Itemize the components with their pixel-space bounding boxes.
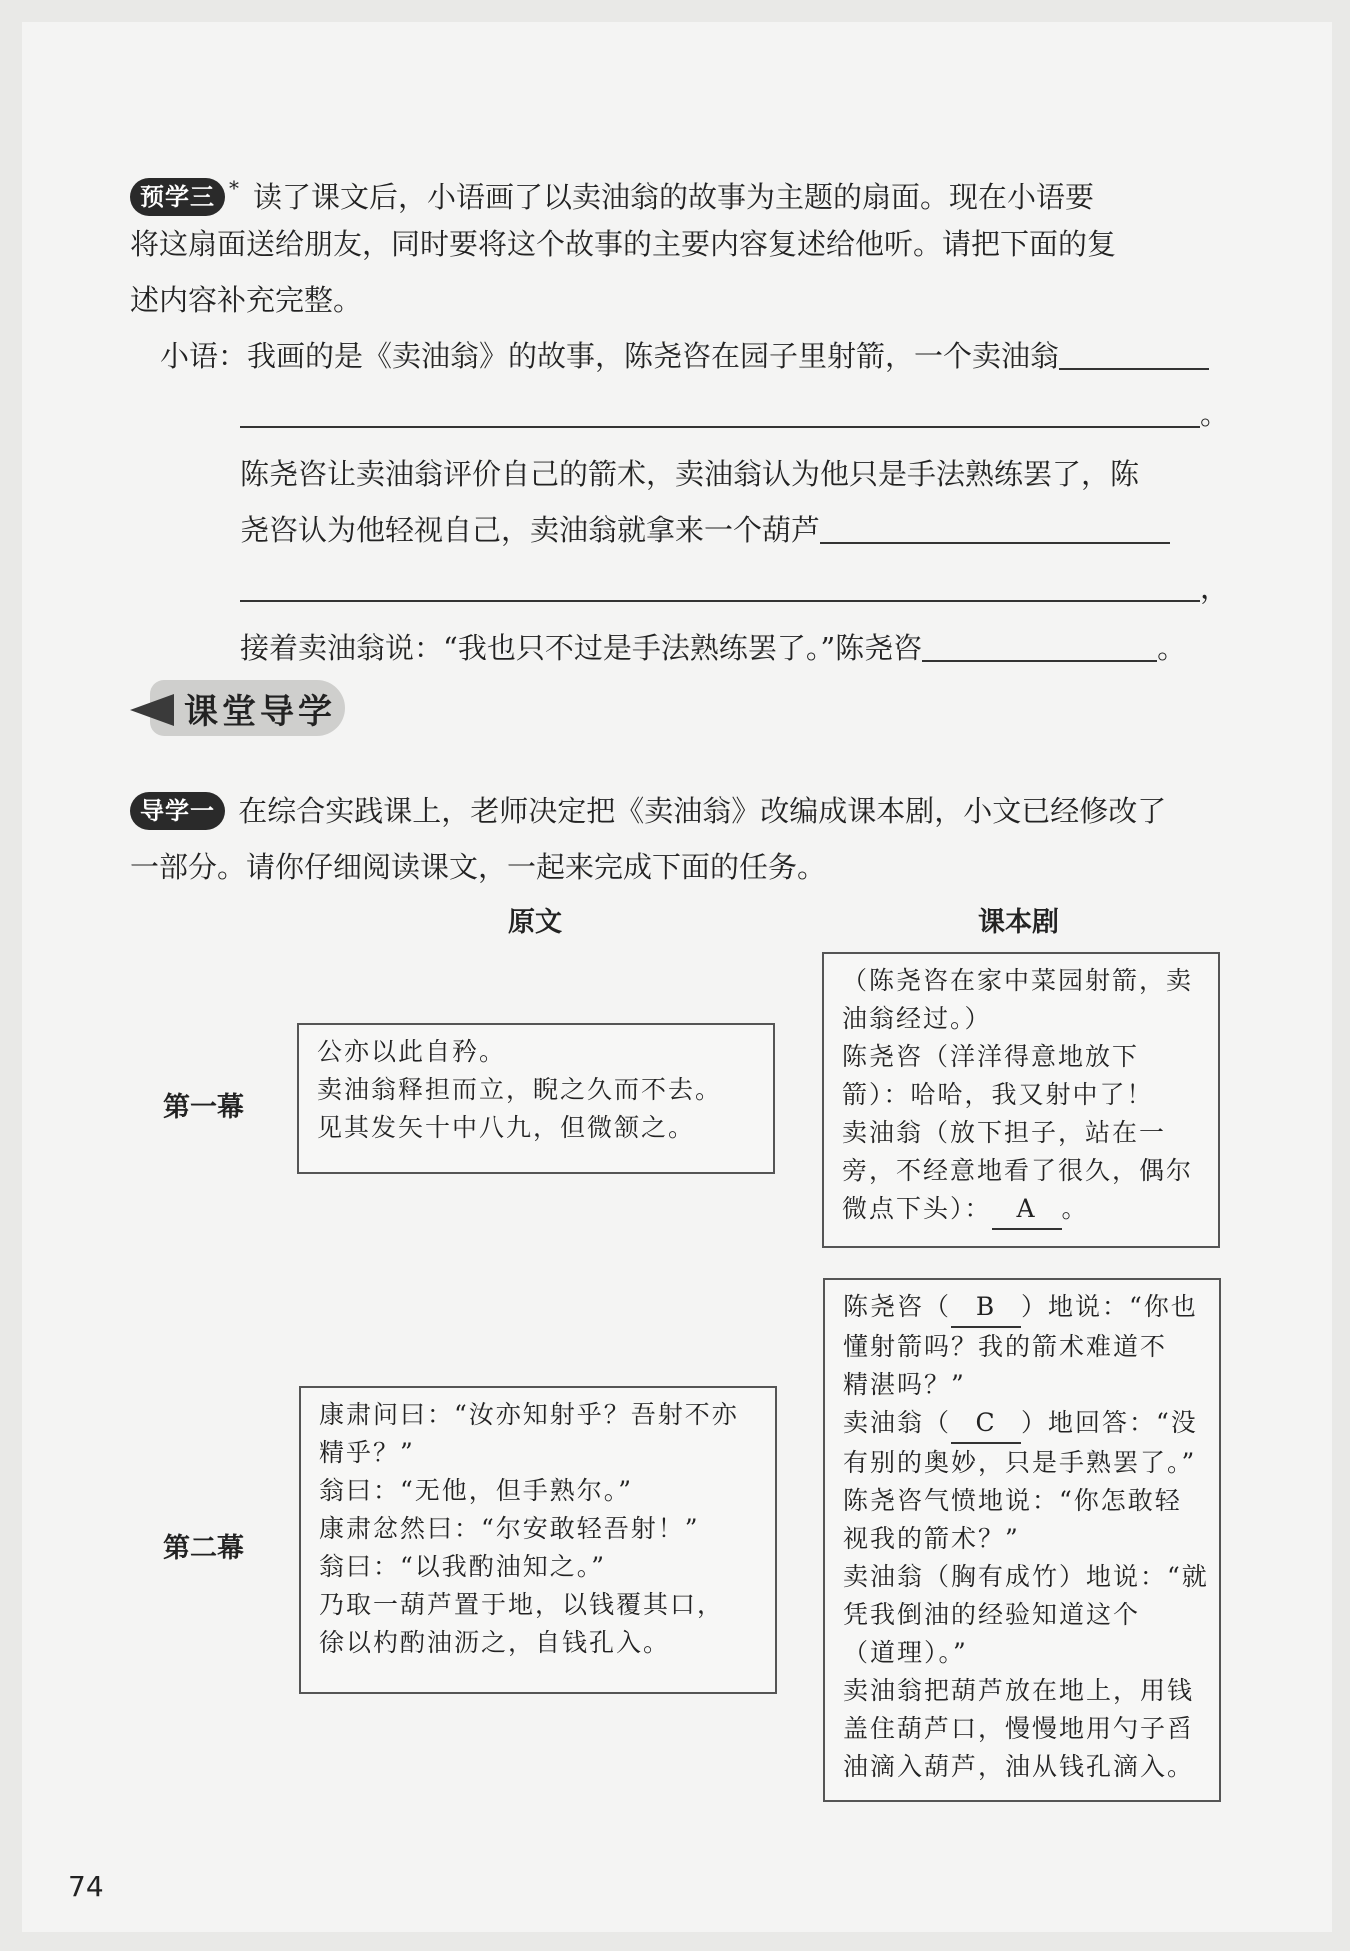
preview3-text-1: 读了课文后，小语画了以卖油翁的故事为主题的扇面。现在小语要: [253, 180, 1095, 214]
act2-original-line: 康肃忿然曰：“尔安敢轻吾射！”: [319, 1514, 700, 1543]
pen-icon: [130, 694, 174, 726]
act2-script-prefix-b: 陈尧咨（: [843, 1292, 952, 1321]
act2-script-prefix-c: 卖油翁（: [843, 1408, 952, 1437]
guide1-text-1: 在综合实践课上，老师决定把《卖油翁》改编成课本剧，小文已经修改了: [238, 794, 1167, 828]
blank-4[interactable]: [240, 570, 1200, 602]
retell-end-2: 。: [1200, 397, 1230, 431]
act2-original-line: 康肃问曰：“汝亦知射乎？吾射不亦: [319, 1400, 739, 1429]
act1-script-line: 油翁经过。）: [842, 1004, 992, 1033]
act2-script-suffix-b: ）地说：“你也: [1021, 1292, 1198, 1321]
guide1-badge: 导学一: [130, 792, 225, 830]
column-original-header: 原文: [508, 907, 562, 938]
preview3-line-1: [130, 160, 1222, 216]
preview3-line-3: 述内容补充完整。: [130, 283, 363, 317]
act2-script-line: 懂射箭吗？我的箭术难道不: [843, 1332, 1168, 1361]
act2-original-line: 翁曰：“以我酌油知之。”: [319, 1552, 607, 1581]
retell-end-6: 。: [1157, 631, 1187, 665]
preview3-block: [130, 160, 1230, 676]
retell-line-2: [130, 386, 1230, 442]
act2-script-line: 油滴入葫芦，油从钱孔滴入。: [843, 1752, 1195, 1781]
act2-original-line: 精乎？”: [319, 1438, 415, 1467]
preview3-line-2: 将这扇面送给朋友，同时要将这个故事的主要内容复述给他听。请把下面的复: [130, 227, 1117, 261]
retell-text-1: 小语：我画的是《卖油翁》的故事，陈尧咨在园子里射箭，一个卖油翁: [160, 339, 1060, 373]
blank-3[interactable]: [820, 512, 1170, 544]
preview3-badge: 预学三: [130, 178, 225, 216]
retell-line-6: [130, 620, 1222, 676]
act2-label: 第二幕: [163, 1533, 244, 1564]
act2-script-line: 有别的奥妙，只是手熟罢了。”: [843, 1448, 1197, 1477]
retell-text-4: 尧咨认为他轻视自己，卖油翁就拿来一个葫芦: [240, 513, 821, 547]
act2-script-line: 盖住葫芦口，慢慢地用勺子舀: [843, 1714, 1195, 1743]
act1-label: 第一幕: [163, 1092, 244, 1123]
retell-text-3: 陈尧咨让卖油翁评价自己的箭术，卖油翁认为他只是手法熟练罢了，陈: [240, 457, 1140, 491]
act1-original-line: 卖油翁释担而立，睨之久而不去。: [317, 1075, 723, 1104]
retell-end-5: ，: [1200, 571, 1230, 605]
retell-line-4: [130, 502, 1222, 558]
act1-script-line: （陈尧咨在家中菜园射箭，卖: [842, 966, 1194, 995]
act1-original-line: 公亦以此自矜。: [317, 1037, 507, 1066]
act2-original-line: 翁曰：“无他，但手熟尔。”: [319, 1476, 634, 1505]
act1-script-line: 箭）：哈哈，我又射中了！: [842, 1080, 1154, 1109]
blank-2[interactable]: [240, 396, 1200, 428]
act1-script-line: 陈尧咨（洋洋得意地放下: [842, 1042, 1140, 1071]
act2-script-line: 精湛吗？”: [843, 1370, 966, 1399]
act2-script-suffix-c: ）地回答：“没: [1021, 1408, 1198, 1437]
act2-original-box: [299, 1386, 777, 1694]
page-number: 74: [68, 1870, 104, 1903]
act2-script-line: 视我的箭术？”: [843, 1524, 1020, 1553]
star-mark: *: [229, 176, 239, 200]
act2-script-line: 凭我倒油的经验知道这个: [843, 1600, 1141, 1629]
act1-script-line: [842, 1190, 1200, 1230]
act1-script-prefix: 微点下头）：: [842, 1194, 992, 1223]
act2-script-line: [843, 1288, 1201, 1328]
retell-line-1: [130, 328, 1222, 384]
act2-script-line: 陈尧咨气愤地说：“你怎敢轻: [843, 1486, 1182, 1515]
act1-script-line: 旁，不经意地看了很久，偶尔: [842, 1156, 1194, 1185]
act1-script-suffix: 。: [1061, 1194, 1089, 1223]
act1-script-line: 卖油翁（放下担子，站在一: [842, 1118, 1167, 1147]
retell-line-5: [130, 560, 1230, 616]
answer-a-blank[interactable]: A: [992, 1190, 1062, 1230]
guide1-block: [130, 783, 1222, 895]
retell-text-6: 接着卖油翁说：“我也只不过是手法熟练罢了。”陈尧咨: [240, 631, 923, 665]
act2-script-line: 卖油翁把葫芦放在地上，用钱: [843, 1676, 1195, 1705]
act2-script-line: （道理）。”: [843, 1638, 968, 1667]
section-heading: [130, 680, 350, 738]
act2-script-line: 卖油翁（胸有成竹）地说：“就: [843, 1562, 1209, 1591]
act2-script-line: [843, 1404, 1201, 1444]
guide1-line-1: [130, 783, 1222, 839]
act2-script-box: [823, 1278, 1221, 1802]
answer-b-blank[interactable]: B: [951, 1288, 1021, 1328]
blank-5[interactable]: [922, 630, 1157, 662]
column-script-header: 课本剧: [978, 907, 1059, 938]
act1-original-line: 见其发矢十中八九，但微颔之。: [317, 1113, 696, 1142]
blank-1[interactable]: [1059, 338, 1209, 370]
act2-original-line: 乃取一葫芦置于地，以钱覆其口，: [319, 1590, 725, 1619]
act1-script-box: [822, 952, 1220, 1248]
answer-c-blank[interactable]: C: [951, 1404, 1021, 1444]
section-title: 课堂导学: [184, 692, 336, 732]
act2-original-line: 徐以杓酌油沥之，自钱孔入。: [319, 1628, 671, 1657]
guide1-line-2: 一部分。请你仔细阅读课文，一起来完成下面的任务。: [130, 850, 827, 884]
act1-original-box: [297, 1023, 775, 1174]
